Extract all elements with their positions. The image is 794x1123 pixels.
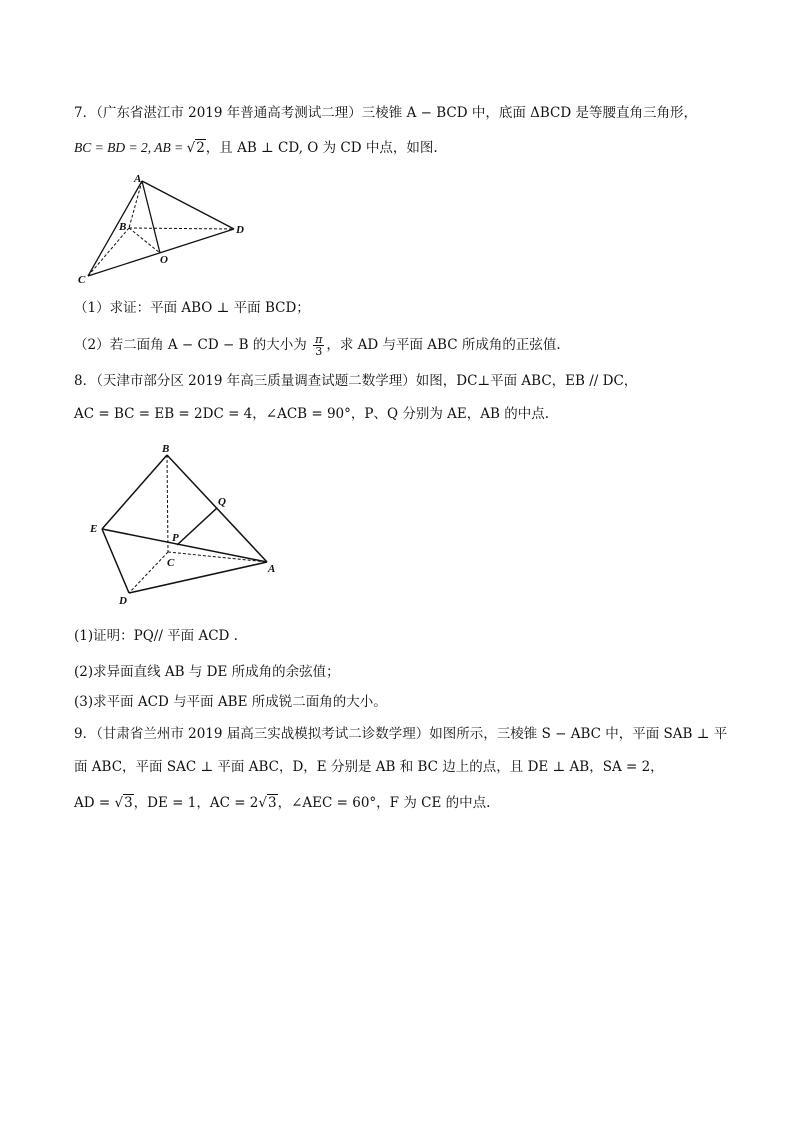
q8-edge-BC xyxy=(167,455,168,552)
q9-line3 xyxy=(74,793,490,813)
q7-line2 xyxy=(74,138,438,158)
q8-label-C: C xyxy=(167,557,175,569)
q7-label-B: B xyxy=(119,221,127,233)
q8-edge-CD xyxy=(129,552,168,593)
q7-edge-AD xyxy=(142,181,234,229)
q8-label-A: A xyxy=(268,563,276,575)
q8-label-P: P xyxy=(172,532,179,544)
q7-part2-a: （2）若二面角 A − CD − B 的大小为 xyxy=(74,337,307,353)
q8-label-Q: Q xyxy=(218,496,226,508)
q8-figure xyxy=(86,442,286,612)
q7-fraction xyxy=(313,334,324,357)
q8-line1: 8．（天津市部分区 2019 年高三质量调查试题二数学理）如图，DC⊥平面 ABC，EB // DC， xyxy=(74,373,638,389)
q7-part2-b: ，求 AD 与平面 ABC 所成角的正弦值. xyxy=(326,337,561,353)
q7-line2-rest: ，且 AB ⊥ CD, O 为 CD 中点，如图. xyxy=(205,140,438,156)
q8-line2: AC = BC = EB = 2DC = 4，∠ACB = 90°，P、Q 分别为 AE，AB 的中点. xyxy=(74,406,549,422)
q7-sqrt-sign: √ xyxy=(186,140,196,156)
q7-part1: （1）求证：平面 ABO ⊥ 平面 BCD； xyxy=(74,300,310,316)
q7-label-D: D xyxy=(236,224,244,236)
q9-line3-a: AD = xyxy=(74,795,115,811)
q8-part2: (2)求异面直线 AB 与 DE 所成角的余弦值； xyxy=(74,664,340,680)
q9-line2: 面 ABC，平面 SAC ⊥ 平面 ABC，D，E 分别是 AB 和 BC 边上的点，且 DE ⊥ AB，SA = 2， xyxy=(74,759,664,775)
q7-figure xyxy=(74,170,254,290)
q8-label-D: D xyxy=(119,595,127,607)
q8-label-E: E xyxy=(90,523,98,535)
q7-line1: 7．（广东省湛江市 2019 年普通高考测试二理）三棱锥 A − BCD 中，底面 ΔBCD 是等腰直角三角形， xyxy=(74,105,697,121)
q7-label-A: A xyxy=(134,173,142,185)
q7-edge-BD xyxy=(129,228,234,229)
q7-edge-AB xyxy=(129,181,142,228)
q7-part2 xyxy=(74,334,561,357)
q7-line2-math: BC = BD = 2, AB = xyxy=(74,140,187,155)
q8-edge-EA xyxy=(102,529,267,562)
q7-edge-AO xyxy=(142,181,160,253)
q9-sqrt-value-1: 3 xyxy=(124,795,133,811)
q7-fraction-num: π xyxy=(315,333,323,346)
q8-edge-DA xyxy=(129,562,267,593)
q9-line3-b: ，DE = 1，AC = 2 xyxy=(133,795,259,811)
q9-sqrt-value-2: 3 xyxy=(268,795,277,811)
q7-sqrt-value: 2 xyxy=(196,140,205,156)
q9-sqrt-sign-1: √ xyxy=(114,795,124,811)
q7-fraction-den: 3 xyxy=(315,345,323,358)
q8-label-B: B xyxy=(162,443,170,455)
q7-label-O: O xyxy=(160,254,168,266)
q8-edge-PQ xyxy=(177,508,217,545)
q9-line3-c: ，∠AEC = 60°，F 为 CE 的中点. xyxy=(277,795,491,811)
q9-line1: 9．（甘肃省兰州市 2019 届高三实战模拟考试二诊数学理）如图所示，三棱锥 S − ABC 中，平面 SAB ⊥ 平 xyxy=(74,726,728,742)
q8-edge-CA xyxy=(168,552,267,562)
q8-edge-ED xyxy=(102,529,129,593)
q9-sqrt-sign-2: √ xyxy=(258,795,268,811)
q7-edge-CD xyxy=(88,229,234,276)
q8-part1: (1)证明：PQ// 平面 ACD . xyxy=(74,628,238,644)
q7-label-C: C xyxy=(78,274,86,286)
q8-edge-BE xyxy=(102,455,167,529)
q8-part3: (3)求平面 ACD 与平面 ABE 所成锐二面角的大小。 xyxy=(74,694,387,710)
